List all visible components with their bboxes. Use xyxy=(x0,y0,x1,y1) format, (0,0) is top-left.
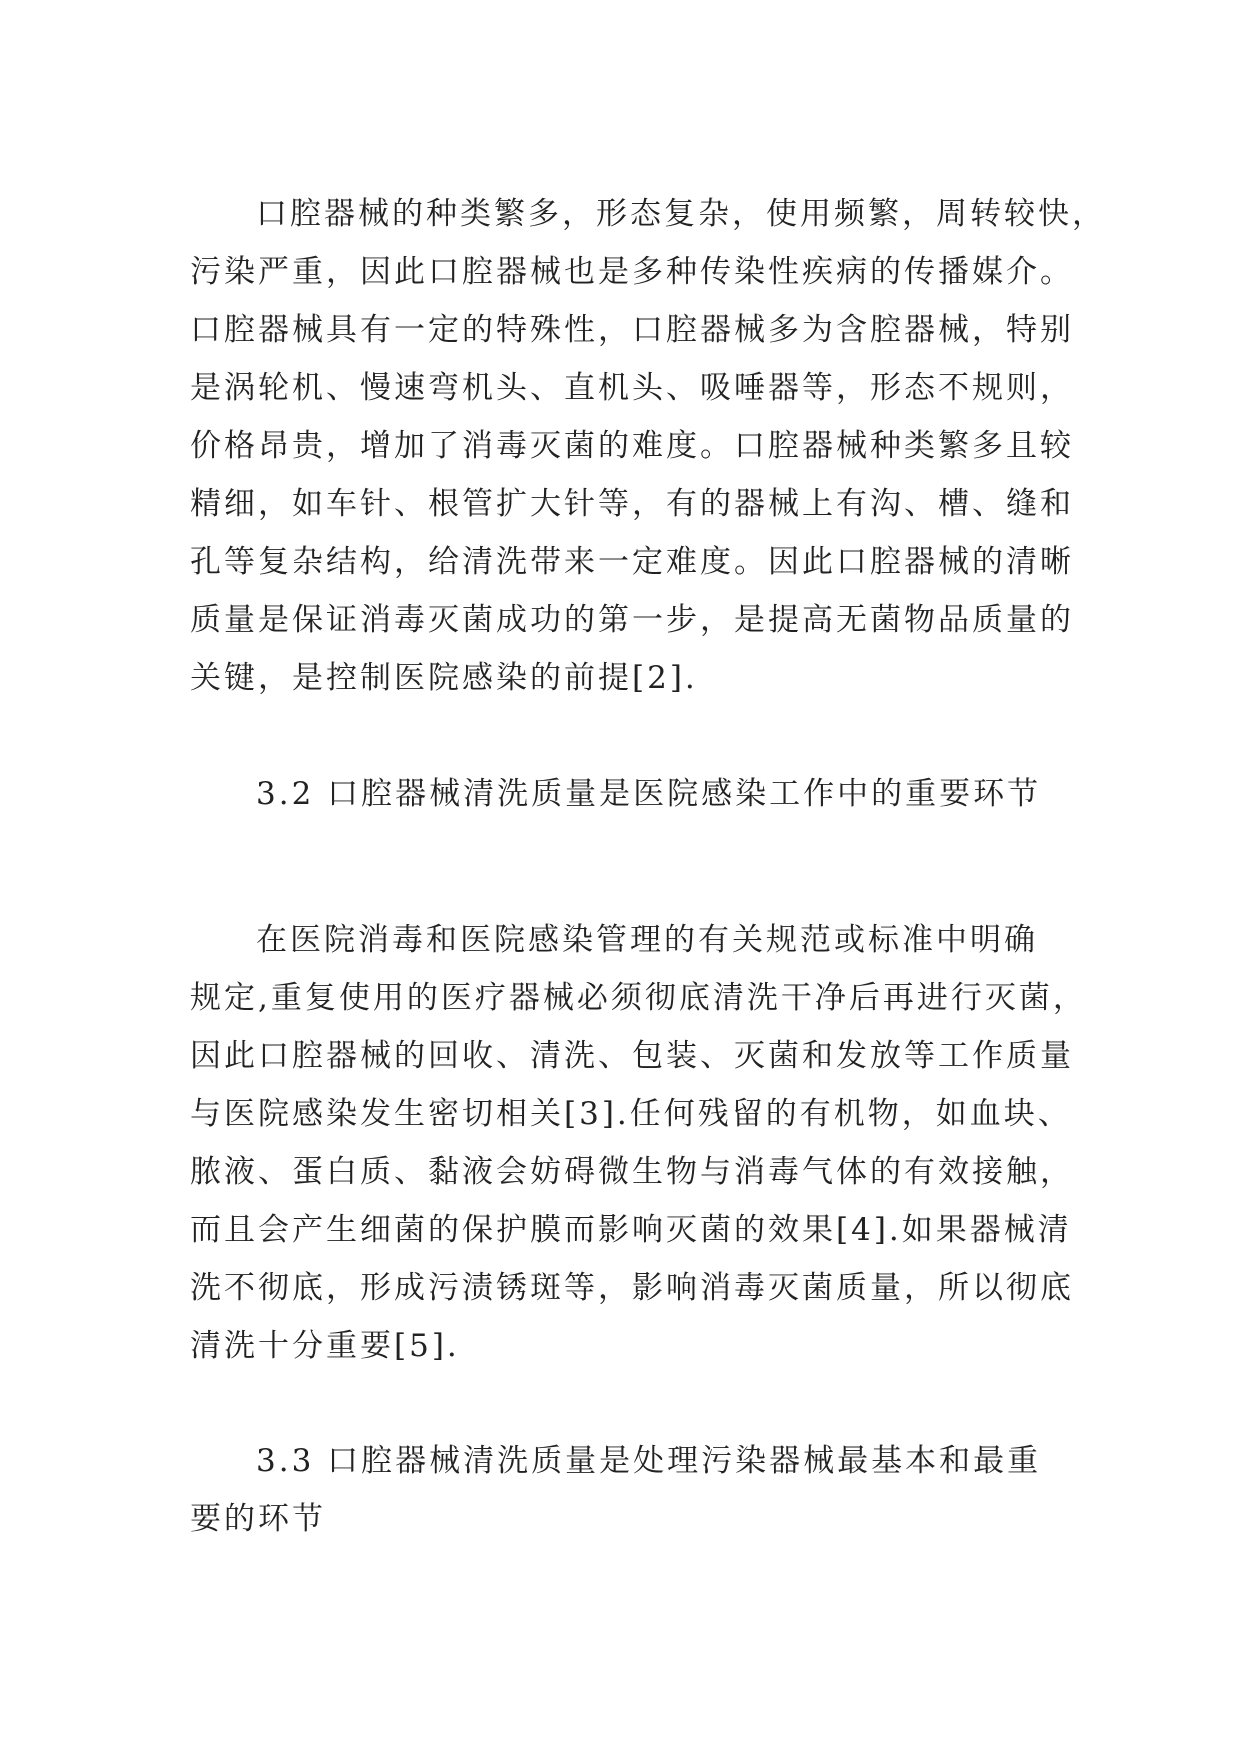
section-heading-3-3 xyxy=(190,1432,1070,1548)
paragraph-line: 口腔器械具有一定的特殊性，口腔器械多为含腔器械，特别 xyxy=(190,312,1074,348)
paragraph-line: 因此口腔器械的回收、清洗、包装、灭菌和发放等工作质量 xyxy=(190,1038,1074,1074)
paragraph-line: 口腔器械的种类繁多，形态复杂，使用频繁，周转较快， xyxy=(256,196,1106,232)
paragraph-line: 规定,重复使用的医疗器械必须彻底清洗干净后再进行灭菌， xyxy=(190,980,1087,1016)
paragraph-line: 清洗十分重要[5]. xyxy=(190,1328,460,1364)
paragraph-line: 在医院消毒和医院感染管理的有关规范或标准中明确 xyxy=(256,922,1038,958)
section-heading-text: 3.3 口腔器械清洗质量是处理污染器械最基本和最重 xyxy=(256,1443,1042,1479)
section-heading-text: 要的环节 xyxy=(190,1501,326,1537)
paragraph-line: 洗不彻底，形成污渍锈斑等，影响消毒灭菌质量，所以彻底 xyxy=(190,1270,1074,1306)
paragraph-line: 与医院感染发生密切相关[3].任何残留的有机物，如血块、 xyxy=(190,1096,1072,1132)
paragraph-instrument-characteristics xyxy=(190,185,1106,707)
paragraph-line: 污染严重，因此口腔器械也是多种传染性疾病的传播媒介。 xyxy=(190,254,1074,290)
paragraph-cleaning-regulations xyxy=(190,911,1087,1375)
paragraph-line: 价格昂贵，增加了消毒灭菌的难度。口腔器械种类繁多且较 xyxy=(190,428,1074,464)
paragraph-line: 是涡轮机、慢速弯机头、直机头、吸唾器等，形态不规则， xyxy=(190,370,1074,406)
section-heading-3-2 xyxy=(190,765,1070,823)
section-heading-text: 3.2 口腔器械清洗质量是医院感染工作中的重要环节 xyxy=(256,776,1042,812)
paragraph-line: 质量是保证消毒灭菌成功的第一步，是提高无菌物品质量的 xyxy=(190,602,1074,638)
paragraph-line: 孔等复杂结构，给清洗带来一定难度。因此口腔器械的清晰 xyxy=(190,544,1074,580)
paragraph-line: 脓液、蛋白质、黏液会妨碍微生物与消毒气体的有效接触， xyxy=(190,1154,1074,1190)
paragraph-line: 关键，是控制医院感染的前提[2]. xyxy=(190,660,698,696)
paragraph-line: 精细，如车针、根管扩大针等，有的器械上有沟、槽、缝和 xyxy=(190,486,1074,522)
paragraph-line: 而且会产生细菌的保护膜而影响灭菌的效果[4].如果器械清 xyxy=(190,1212,1072,1248)
